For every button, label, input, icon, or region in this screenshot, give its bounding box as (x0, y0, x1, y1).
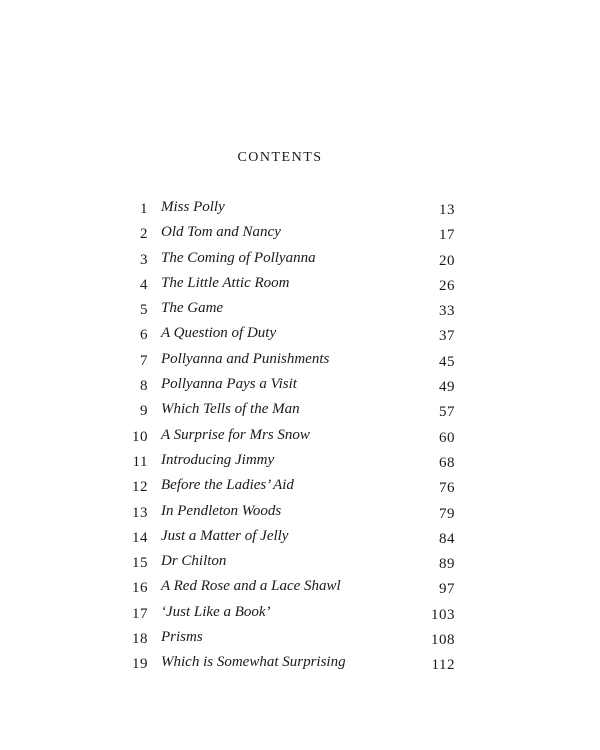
chapter-title: Introducing Jimmy (161, 451, 275, 468)
chapter-page: 97 (439, 581, 455, 598)
chapter-title: Prisms (161, 629, 203, 646)
toc-entry (0, 273, 600, 298)
chapter-title: In Pendleton Woods (161, 502, 282, 519)
chapter-number: 13 (132, 504, 148, 521)
chapter-number: 15 (132, 555, 148, 572)
chapter-page: 79 (439, 505, 455, 522)
toc-entry (0, 425, 600, 450)
chapter-page: 57 (439, 404, 455, 421)
chapter-page: 49 (439, 379, 455, 396)
toc-entry (0, 602, 600, 627)
chapter-page: 17 (439, 227, 455, 244)
toc-entry (0, 551, 600, 576)
chapter-number: 10 (132, 428, 148, 445)
chapter-page: 108 (431, 632, 455, 649)
chapter-page: 76 (439, 480, 455, 497)
chapter-title: A Surprise for Mrs Snow (161, 426, 310, 443)
toc-entry (0, 298, 600, 323)
chapter-number: 19 (132, 656, 148, 673)
toc-entry (0, 576, 600, 601)
chapter-title: Which is Somewhat Surprising (161, 654, 346, 671)
chapter-title: A Red Rose and a Lace Shawl (161, 578, 341, 595)
chapter-title: The Little Attic Room (161, 274, 290, 291)
chapter-page: 26 (439, 277, 455, 294)
contents-heading: CONTENTS (237, 150, 323, 165)
chapter-number: 11 (132, 453, 148, 470)
chapter-number: 8 (140, 378, 148, 395)
toc-entry (0, 197, 600, 222)
chapter-number: 5 (140, 302, 148, 319)
chapter-number: 18 (132, 631, 148, 648)
chapter-title: Before the Ladies’ Aid (161, 477, 294, 494)
chapter-page: 20 (439, 252, 455, 269)
chapter-page: 103 (431, 606, 455, 623)
chapter-page: 33 (439, 303, 455, 320)
toc-entry (0, 526, 600, 551)
chapter-number: 14 (132, 529, 148, 546)
chapter-title: Old Tom and Nancy (161, 224, 281, 241)
chapter-title: Miss Polly (161, 199, 225, 215)
chapter-page: 13 (439, 202, 455, 218)
toc-entry (0, 627, 600, 652)
toc-entry (0, 450, 600, 475)
chapter-number: 3 (140, 251, 148, 268)
chapter-title: A Question of Duty (161, 325, 277, 342)
chapter-number: 4 (140, 276, 148, 293)
chapter-title: ‘Just Like a Book’ (161, 603, 271, 620)
chapter-title: Pollyanna and Punishments (161, 350, 330, 367)
toc-entry (0, 501, 600, 526)
chapter-page: 68 (439, 454, 455, 471)
chapter-number: 17 (132, 605, 148, 622)
chapter-number: 9 (140, 403, 148, 420)
toc-entry (0, 222, 600, 247)
chapter-number: 6 (140, 327, 148, 344)
chapter-number: 7 (140, 352, 148, 369)
toc-entry (0, 323, 600, 348)
chapter-title: Which Tells of the Man (161, 401, 300, 418)
chapter-page: 89 (439, 556, 455, 573)
chapter-title: The Coming of Pollyanna (161, 249, 316, 266)
toc-entry (0, 248, 600, 273)
chapter-page: 112 (431, 657, 455, 674)
chapter-title: Just a Matter of Jelly (161, 527, 289, 544)
chapter-page: 37 (439, 328, 455, 345)
chapter-page: 84 (439, 530, 455, 547)
toc-entry (0, 374, 600, 399)
chapter-title: Pollyanna Pays a Visit (161, 376, 297, 393)
chapter-number: 2 (140, 226, 148, 243)
chapter-title: Dr Chilton (161, 553, 227, 570)
chapter-number: 1 (140, 201, 148, 217)
table-of-contents (0, 197, 600, 678)
toc-entry (0, 652, 600, 677)
chapter-number: 12 (132, 479, 148, 496)
chapter-page: 60 (439, 429, 455, 446)
toc-entry (0, 475, 600, 500)
chapter-number: 16 (132, 580, 148, 597)
toc-entry (0, 399, 600, 424)
chapter-title: The Game (161, 300, 224, 317)
chapter-page: 45 (439, 353, 455, 370)
toc-entry (0, 349, 600, 374)
